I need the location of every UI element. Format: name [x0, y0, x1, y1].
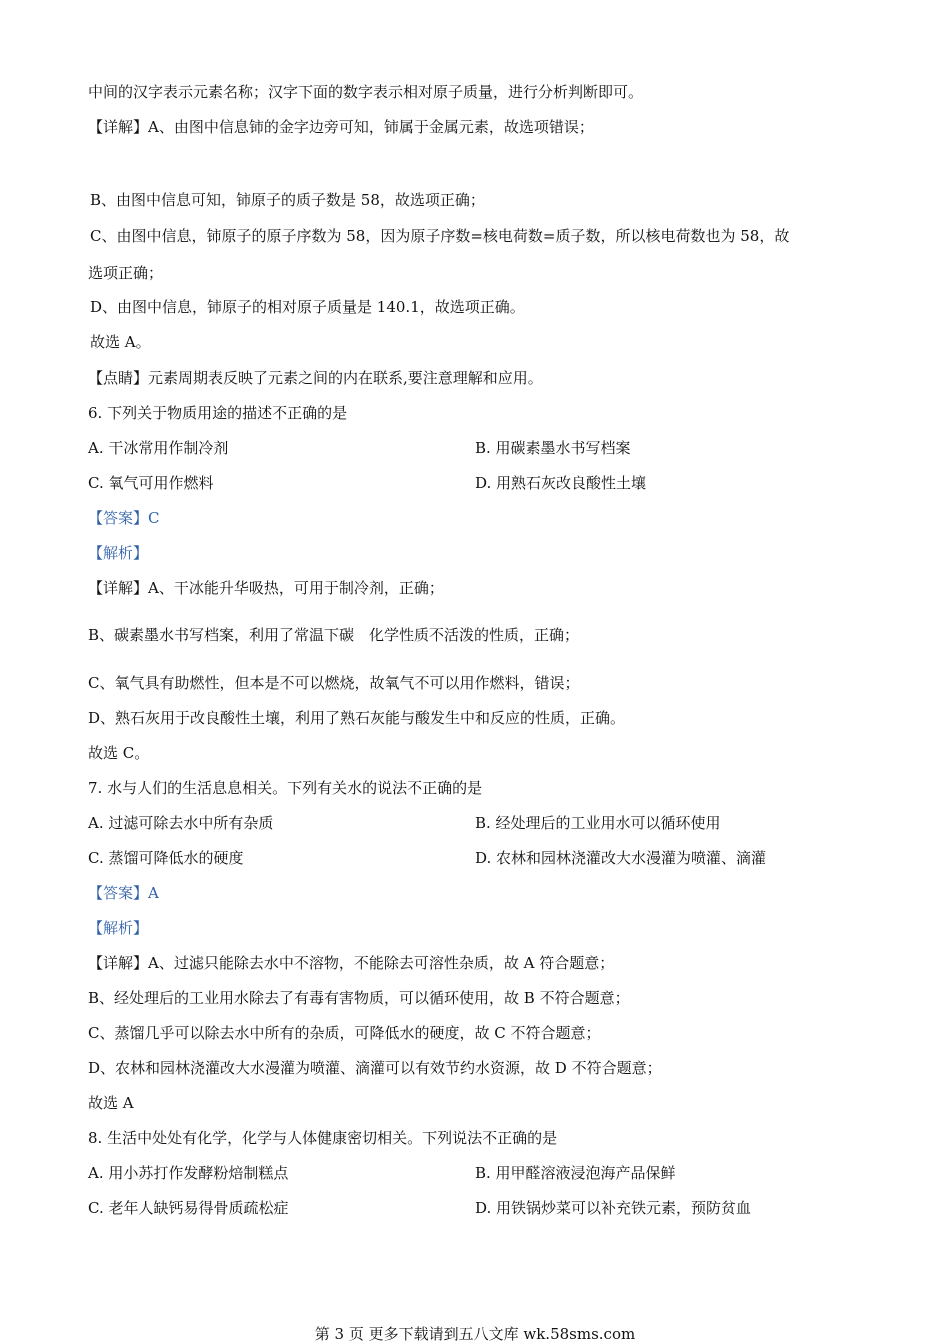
q6-option-a: A. 干冰常用作制冷剂: [88, 439, 229, 457]
q5-tip: 【点睛】元素周期表反映了元素之间的内在联系,要注意理解和应用。: [88, 369, 543, 387]
page-footer: 第 3 页 更多下载请到五八文库 wk.58sms.com: [314, 1325, 636, 1343]
q7-detail-b: B、经处理后的工业用水除去了有毒有害物质，可以循环使用，故 B 不符合题意；: [88, 989, 630, 1007]
q6-stem: 6. 下列关于物质用途的描述不正确的是: [88, 404, 348, 422]
q6-conclusion: 故选 C。: [88, 744, 150, 762]
q7-detail-d: D、农林和园林浇灌改大水漫灌为喷灌、滴灌可以有效节约水资源，故 D 不符合题意；: [88, 1059, 662, 1077]
q6-detail-d: D、熟石灰用于改良酸性土壤，利用了熟石灰能与酸发生中和反应的性质，正确。: [88, 709, 626, 727]
q6-detail-c: C、氧气具有助燃性，但本是不可以燃烧，故氧气不可以用作燃料，错误；: [88, 674, 580, 692]
q8-option-c: C. 老年人缺钙易得骨质疏松症: [88, 1199, 289, 1217]
q7-answer: 【答案】A: [88, 884, 159, 902]
q7-analysis-label: 【解析】: [88, 919, 149, 937]
q5-detail-b: B、由图中信息可知，铈原子的质子数是 58，故选项正确；: [90, 191, 485, 209]
q7-stem: 7. 水与人们的生活息息相关。下列有关水的说法不正确的是: [88, 779, 483, 797]
q5-detail-d: D、由图中信息，铈原子的相对原子质量是 140.1，故选项正确。: [90, 298, 525, 316]
q7-option-c: C. 蒸馏可降低水的硬度: [88, 849, 244, 867]
q6-detail-b: B、碳素墨水书写档案，利用了常温下碳 化学性质不活泼的性质，正确；: [88, 626, 580, 644]
q8-option-b: B. 用甲醛溶液浸泡海产品保鲜: [475, 1164, 676, 1182]
q8-stem: 8. 生活中处处有化学，化学与人体健康密切相关。下列说法不正确的是: [88, 1129, 558, 1147]
q7-conclusion: 故选 A: [88, 1094, 134, 1112]
q7-option-a: A. 过滤可除去水中所有杂质: [88, 814, 274, 832]
q5-detail-c2: 选项正确；: [88, 264, 164, 282]
q6-option-c: C. 氧气可用作燃料: [88, 474, 214, 492]
q6-option-d: D. 用熟石灰改良酸性土壤: [475, 474, 647, 492]
q6-analysis-label: 【解析】: [88, 544, 149, 562]
q8-option-a: A. 用小苏打作发酵粉焙制糕点: [88, 1164, 289, 1182]
q7-detail-a: 【详解】A、过滤只能除去水中不溶物，不能除去可溶性杂质，故 A 符合题意；: [88, 954, 615, 972]
q5-conclusion: 故选 A。: [90, 333, 151, 351]
q8-option-d: D. 用铁锅炒菜可以补充铁元素，预防贫血: [475, 1199, 752, 1217]
q5-detail-c1: C、由图中信息，铈原子的原子序数为 58，因为原子序数=核电荷数=质子数，所以核电荷数也为 58，故: [90, 227, 790, 245]
q6-answer: 【答案】C: [88, 509, 160, 527]
q5-detail-a: 【详解】A、由图中信息铈的金字边旁可知，铈属于金属元素，故选项错误；: [88, 118, 594, 136]
q7-option-d: D. 农林和园林浇灌改大水漫灌为喷灌、滴灌: [475, 849, 767, 867]
q7-option-b: B. 经处理后的工业用水可以循环使用: [475, 814, 721, 832]
q6-option-b: B. 用碳素墨水书写档案: [475, 439, 631, 457]
q5-intro: 中间的汉字表示元素名称；汉字下面的数字表示相对原子质量，进行分析判断即可。: [88, 83, 644, 101]
q7-detail-c: C、蒸馏几乎可以除去水中所有的杂质，可降低水的硬度，故 C 不符合题意；: [88, 1024, 601, 1042]
q6-detail-a: 【详解】A、干冰能升华吸热，可用于制冷剂，正确；: [88, 579, 444, 597]
